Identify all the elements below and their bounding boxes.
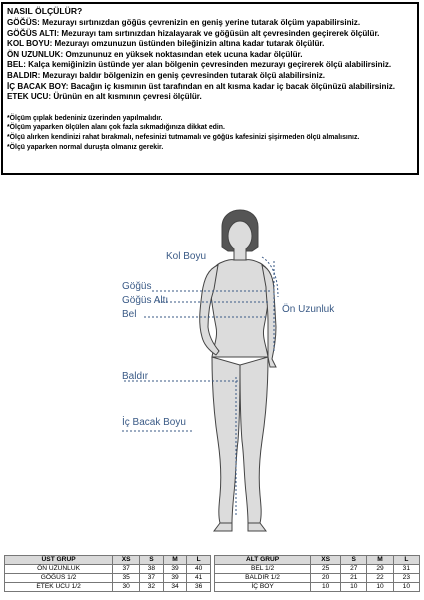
table-cell: 21	[341, 574, 367, 583]
table-cell: 35	[113, 574, 140, 583]
upper-group-size-table	[4, 555, 211, 592]
notes-list	[7, 114, 413, 153]
label-bel: Bel	[122, 309, 137, 320]
row-label: BALDIR 1/2	[215, 574, 311, 583]
note-item: *Ölçü yaparken normal duruşta olmanız gerekir.	[7, 143, 164, 151]
body-silhouette	[200, 210, 276, 531]
table-cell: 29	[367, 565, 393, 574]
row-label: ETEK UCU 1/2	[5, 583, 113, 592]
table-cell: 10	[341, 583, 367, 592]
table-cell: 10	[367, 583, 393, 592]
label-on-uzunluk: Ön Uzunluk	[282, 304, 335, 315]
note-item: *Ölçü alırken kendinizi rahat bırakmalı, nefesinizi tutmamalı ve göğüs kafesinizi şişirmeden ölçü almalısınız.	[7, 134, 360, 142]
size-header: XS	[311, 556, 341, 565]
table-cell: 10	[393, 583, 419, 592]
table-cell: 37	[113, 565, 140, 574]
table-cell: 36	[187, 583, 211, 592]
body-illustration	[100, 205, 340, 545]
table-cell: 39	[163, 565, 187, 574]
size-header: M	[163, 556, 187, 565]
definition-bel: BEL: Kalça kemiğinizin üstünde yer alan bölgenin çevresinden mezurayı geçirerek ölçü alabilirsiniz.	[7, 60, 392, 70]
size-header: M	[367, 556, 393, 565]
size-header: XS	[113, 556, 140, 565]
table-row	[215, 574, 420, 583]
size-header: S	[140, 556, 164, 565]
row-label: İÇ BOY	[215, 583, 311, 592]
size-header: L	[393, 556, 419, 565]
table-cell: 40	[187, 565, 211, 574]
body-measurement-figure	[100, 205, 340, 545]
table-cell: 34	[163, 583, 187, 592]
table-row	[5, 574, 211, 583]
definition-etek-ucu: ETEK UCU: Ürünün en alt kısmının çevresi ölçülür.	[7, 92, 202, 102]
table-cell: 22	[367, 574, 393, 583]
size-header: L	[187, 556, 211, 565]
label-gogus: Göğüs	[122, 281, 152, 292]
group-header: ALT GRUP	[215, 556, 311, 565]
row-label: GÖĞÜS 1/2	[5, 574, 113, 583]
group-header: ÜST GRUP	[5, 556, 113, 565]
definition-baldir: BALDIR: Mezurayı baldır bölgenizin en geniş çevresinden tutarak ölçü alabilirsiniz.	[7, 70, 325, 80]
table-row	[5, 583, 211, 592]
table-header-row	[5, 556, 211, 565]
label-baldir: Baldır	[122, 371, 149, 382]
label-ic-bacak-boyu: İç Bacak Boyu	[122, 417, 186, 428]
measurement-instructions	[1, 2, 419, 175]
note-item: *Ölçüm çıplak bedeniniz üzerinden yapılmalıdır.	[7, 114, 163, 122]
lower-group-size-table	[214, 555, 420, 592]
table-cell: 25	[311, 565, 341, 574]
table-cell: 31	[393, 565, 419, 574]
table-cell: 38	[140, 565, 164, 574]
definition-ic-bacak-boy: İÇ BACAK BOY: Bacağın iç kısmının üst tarafından en alt kısma kadar iç bacak ölçünüzü alabilirsiniz.	[7, 81, 396, 91]
table-cell: 20	[311, 574, 341, 583]
note-item: *Ölçüm yaparken ölçülen alanı çok fazla sıkmadığınıza dikkat edin.	[7, 124, 225, 132]
table-row	[5, 565, 211, 574]
table-cell: 37	[140, 574, 164, 583]
label-gogus-alti: Göğüs Altı	[122, 295, 169, 306]
table-cell: 27	[341, 565, 367, 574]
size-header: S	[341, 556, 367, 565]
definition-gogus: GÖĞÜS: Mezurayı sırtınızdan göğüs çevrenizin en geniş yerine tutarak ölçüm yapabilirsiniz.	[7, 18, 361, 27]
definition-gogus-alti: GÖĞÜS ALTI: Mezurayı tam sırtınızdan hizalayarak ve göğüsün alt çevresinden geçirerek ölçülür.	[7, 28, 380, 38]
instructions-title: NASIL ÖLÇÜLÜR?	[7, 6, 83, 16]
definition-kol-boyu: KOL BOYU: Mezurayı omzunuzun üstünden bileğinizin altına kadar tutarak ölçülür.	[7, 39, 325, 49]
table-cell: 32	[140, 583, 164, 592]
table-cell: 41	[187, 574, 211, 583]
table-row	[215, 565, 420, 574]
table-cell: 23	[393, 574, 419, 583]
row-label: BEL 1/2	[215, 565, 311, 574]
table-cell: 39	[163, 574, 187, 583]
definition-on-uzunluk: ÖN UZUNLUK: Omzununuz en yüksek noktasından etek ucuna kadar ölçülür.	[7, 49, 303, 59]
table-header-row	[215, 556, 420, 565]
label-kol-boyu: Kol Boyu	[166, 251, 207, 262]
row-label: ÖN UZUNLUK	[5, 565, 113, 574]
table-row	[215, 583, 420, 592]
table-cell: 30	[113, 583, 140, 592]
table-cell: 10	[311, 583, 341, 592]
